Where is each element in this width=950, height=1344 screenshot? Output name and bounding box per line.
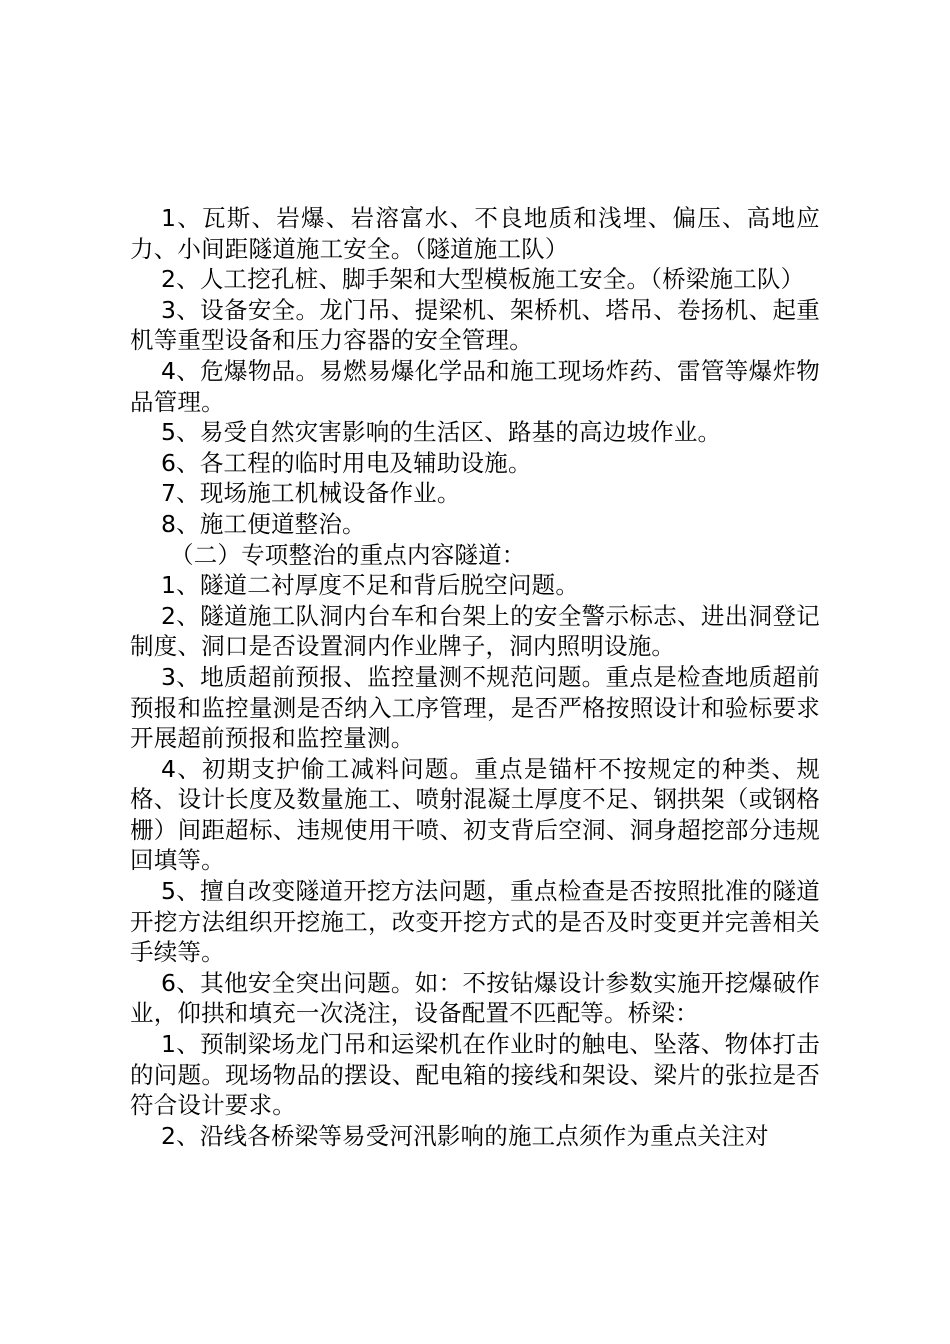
paragraph-explosives: 4、危爆物品。易燃易爆化学品和施工现场炸药、雷管等爆炸物品管理。 <box>130 356 820 416</box>
paragraph-beam-yard: 1、预制梁场龙门吊和运梁机在作业时的触电、坠落、物体打击的问题。现场物品的摆设、配电箱的接线和架设、梁片的张拉是否符合设计要求。 <box>130 1030 820 1120</box>
paragraph-natural-disaster: 5、易受自然灾害影响的生活区、路基的高边坡作业。 <box>161 418 722 447</box>
section-heading-tunnel: （二）专项整治的重点内容隧道： <box>170 540 526 569</box>
paragraph-equipment-safety: 3、设备安全。龙门吊、提梁机、架桥机、塔吊、卷扬机、起重机等重型设备和压力容器的安全管理。 <box>130 295 820 355</box>
paragraph-initial-support: 4、初期支护偷工减料问题。重点是锚杆不按规定的种类、规格、设计长度及数量施工、喷射混凝土厚度不足、钢拱架（或钢格栅）间距超标、违规使用干喷、初支背后空洞、洞身超挖部分违规回填等。 <box>130 754 820 875</box>
document-body <box>130 203 820 1151</box>
paragraph-flood-risk: 2、沿线各桥梁等易受河汛影响的施工点须作为重点关注对 <box>161 1121 769 1150</box>
paragraph-geology-forecast: 3、地质超前预报、监控量测不规范问题。重点是检查地质超前预报和监控量测是否纳入工序管理，是否严格按照设计和验标要求开展超前预报和监控量测。 <box>130 662 820 753</box>
paragraph-excavation-method: 5、擅自改变隧道开挖方法问题，重点检查是否按照批准的隧道开挖方法组织开挖施工，改变开挖方式的是否及时变更并完善相关手续等。 <box>130 877 820 967</box>
paragraph-temporary-power: 6、各工程的临时用电及辅助设施。 <box>161 448 532 477</box>
paragraph-other-issues: 6、其他安全突出问题。如：不按钻爆设计参数实施开挖爆破作业，仰拱和填充一次浇注，设备配置不匹配等。桥梁： <box>130 968 820 1028</box>
paragraph-hazard-bridge: 2、人工挖孔桩、脚手架和大型模板施工安全。（桥梁施工队） <box>161 265 805 294</box>
paragraph-hazard-tunnel: 1、瓦斯、岩爆、岩溶富水、不良地质和浅埋、偏压、高地应力、小间距隧道施工安全。（隧道施工队） <box>130 204 820 263</box>
paragraph-machinery: 7、现场施工机械设备作业。 <box>161 479 461 508</box>
paragraph-tunnel-signage: 2、隧道施工队洞内台车和台架上的安全警示标志、进出洞登记制度、洞口是否设置洞内作业牌子，洞内照明设施。 <box>130 601 820 661</box>
paragraph-access-road: 8、施工便道整治。 <box>161 509 366 538</box>
paragraph-tunnel-lining: 1、隧道二衬厚度不足和背后脱空问题。 <box>161 571 580 600</box>
